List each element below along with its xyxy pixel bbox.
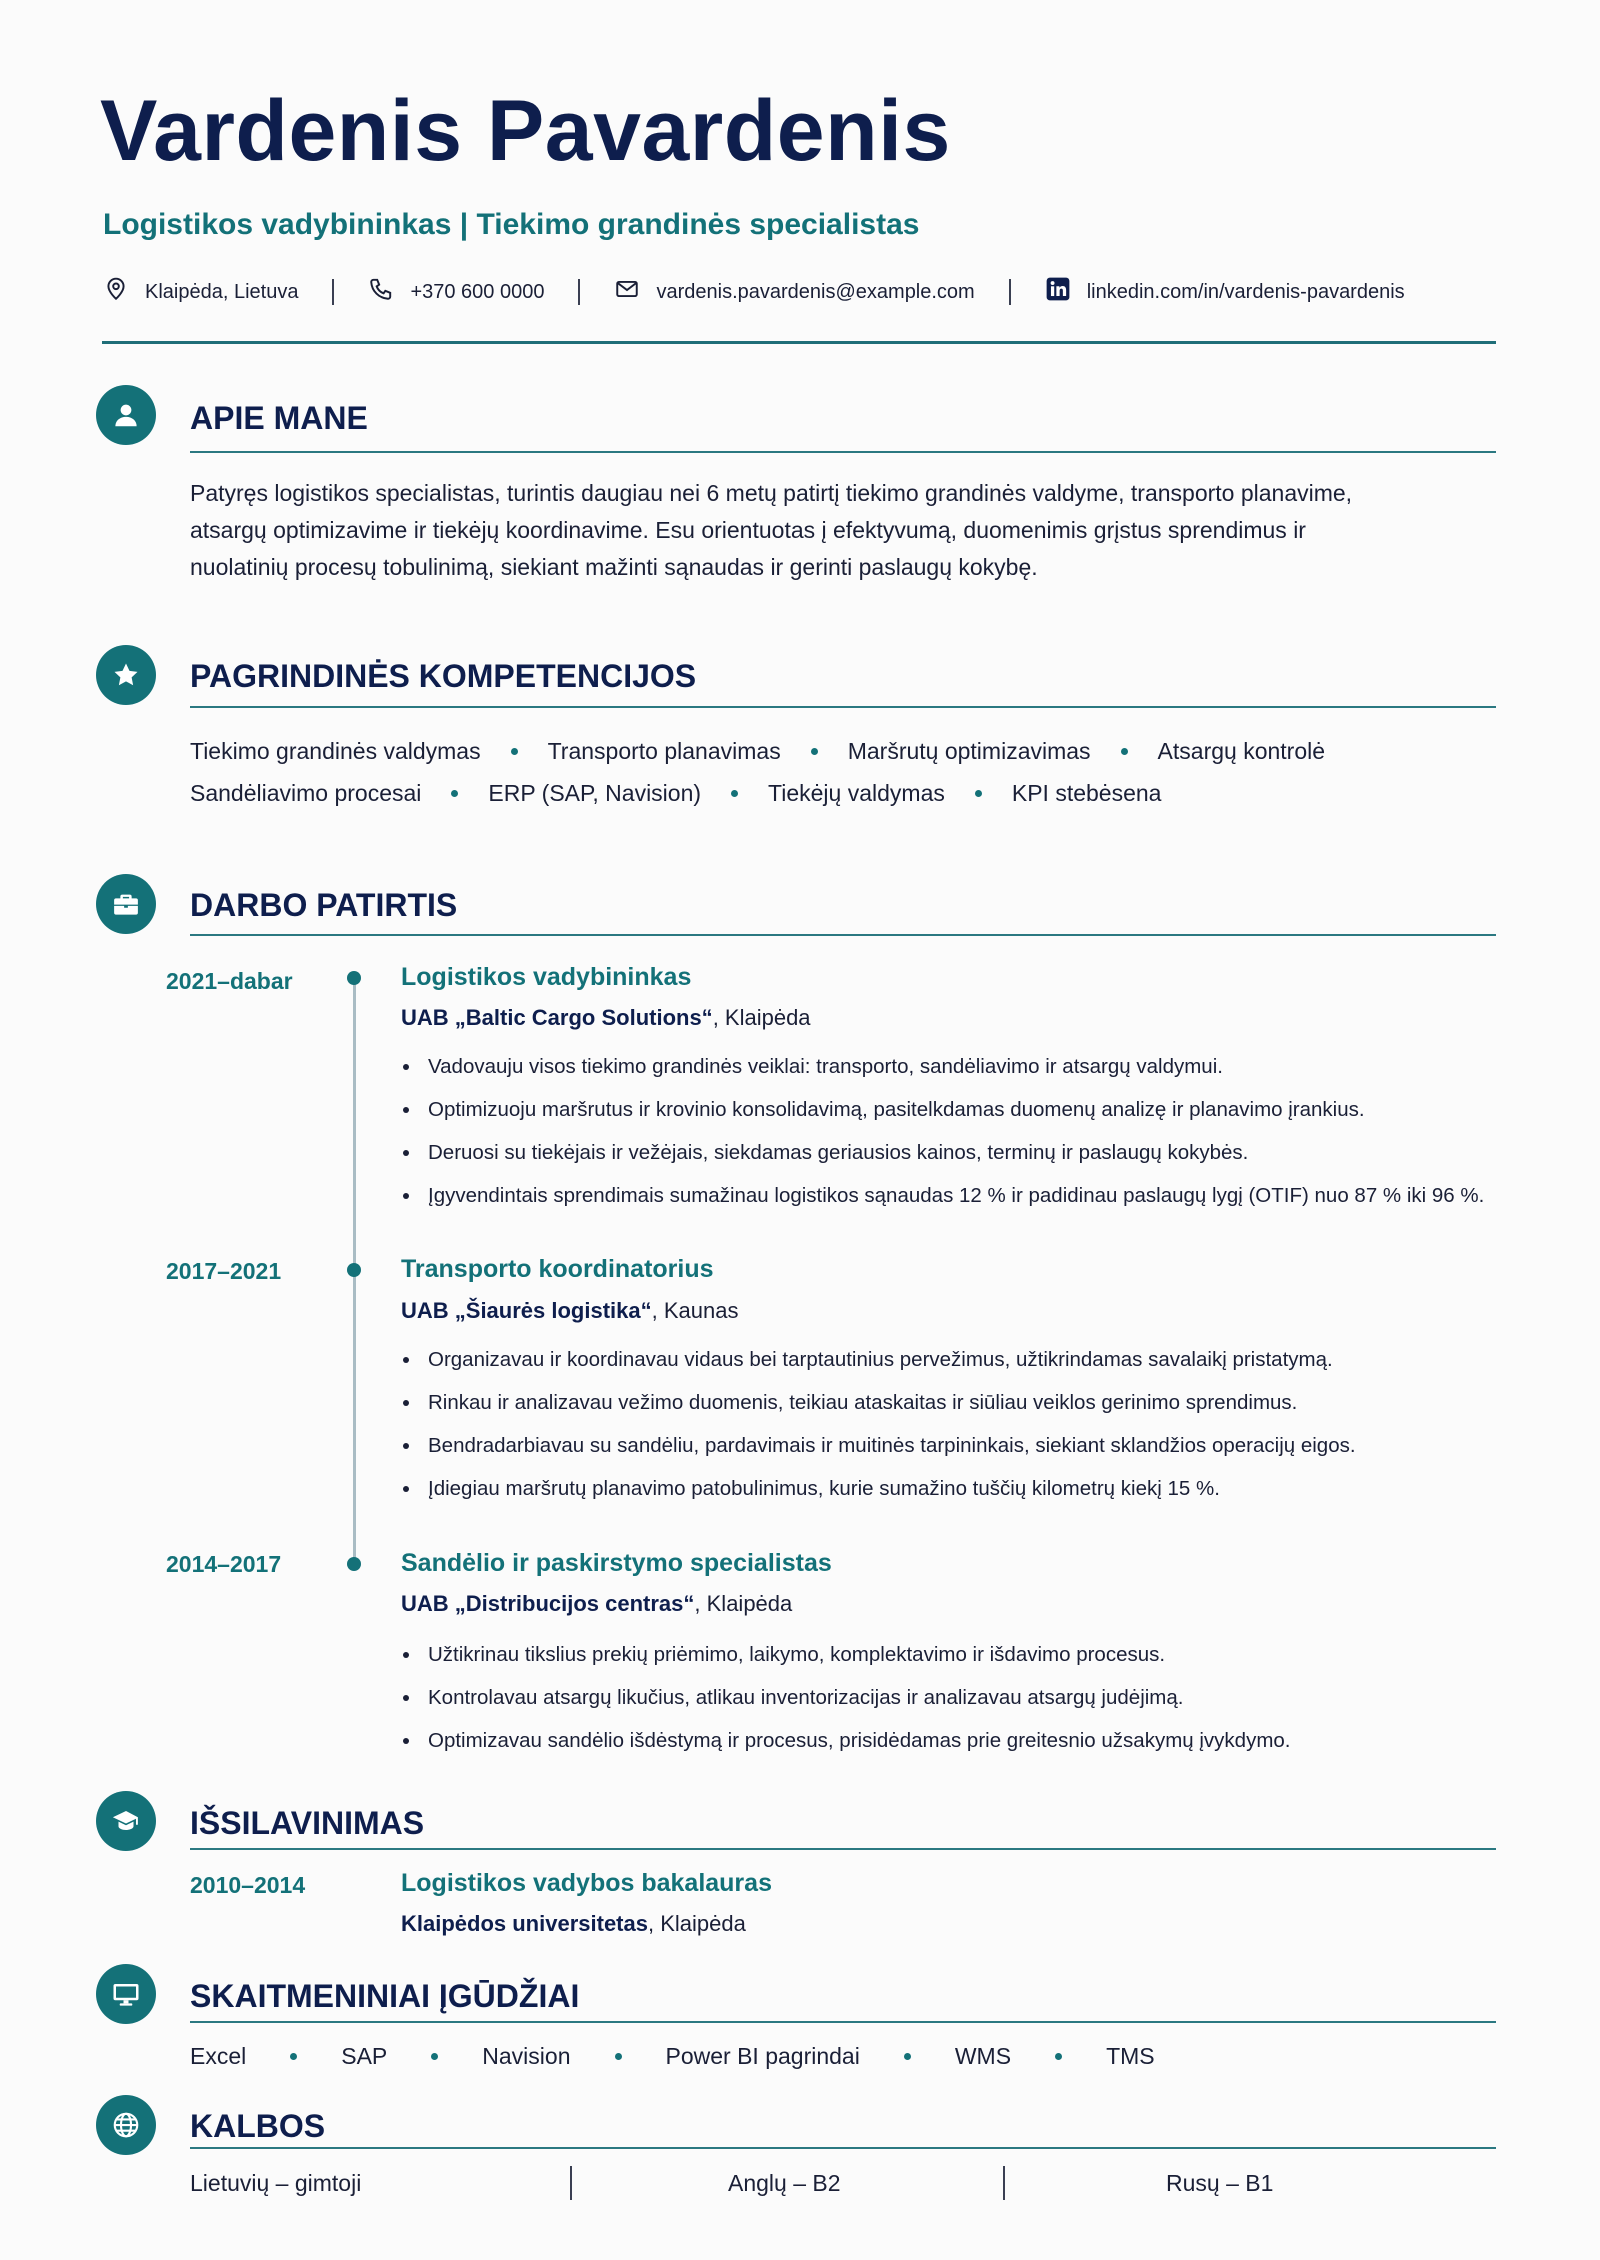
skill-item: Navision bbox=[482, 2043, 571, 2069]
competency-item: ERP (SAP, Navision) bbox=[488, 780, 702, 806]
job-company bbox=[401, 1007, 811, 1029]
candidate-subtitle: Logistikos vadybininkas | Tiekimo grandinės specialistas bbox=[103, 208, 920, 241]
separator-dot bbox=[290, 2053, 297, 2060]
separator-dot bbox=[1055, 2053, 1062, 2060]
job-company bbox=[401, 1300, 738, 1322]
location-text: Klaipėda, Lietuva bbox=[145, 280, 299, 303]
separator-dot bbox=[1121, 748, 1128, 755]
section-divider bbox=[190, 2147, 1496, 2149]
competency-item: Atsargų kontrolė bbox=[1157, 738, 1326, 764]
bullet-item: Optimizavau sandėlio išdėstymą ir procesus, prisidėdamas prie greitesnio užsakymų įvykdymo. bbox=[401, 1719, 1501, 1762]
linkedin-text[interactable]: linkedin.com/in/vardenis-pavardenis bbox=[1086, 280, 1405, 303]
separator-dot bbox=[975, 790, 982, 797]
competencies-row bbox=[190, 738, 1325, 765]
bullet-item: Bendradarbiavau su sandėliu, pardavimais ir muitinės tarpininkais, siekiant sklandžios operacijų eigos. bbox=[401, 1424, 1501, 1467]
section-divider bbox=[190, 451, 1496, 453]
language-divider bbox=[1003, 2166, 1005, 2200]
section-divider bbox=[190, 706, 1496, 708]
bullet-item: Įgyvendintais sprendimais sumažinau logistikos sąnaudas 12 % ir padidinau paslaugų lygį (OTIF) nuo 87 % iki 96 %. bbox=[401, 1174, 1501, 1217]
phone-text: +370 600 0000 bbox=[410, 280, 545, 303]
star-icon bbox=[96, 645, 156, 705]
section-divider bbox=[190, 934, 1496, 936]
competency-item: Tiekimo grandinės valdymas bbox=[190, 738, 481, 764]
section-title-competencies: PAGRINDINĖS KOMPETENCIJOS bbox=[190, 658, 697, 694]
section-divider bbox=[190, 2021, 1496, 2023]
job-bullets bbox=[401, 1338, 1501, 1510]
envelope-icon bbox=[614, 276, 640, 308]
company-name: UAB „Distribucijos centras“ bbox=[401, 1591, 695, 1616]
competency-item: Tiekėjų valdymas bbox=[768, 780, 945, 806]
contact-bar bbox=[103, 276, 1405, 308]
job-date: 2017–2021 bbox=[166, 1258, 282, 1284]
contact-phone bbox=[368, 276, 544, 308]
phone-icon bbox=[368, 276, 394, 308]
bullet-item: Organizavau ir koordinavau vidaus bei tarptautinius pervežimus, užtikrindamas savalaikį pristatymą. bbox=[401, 1338, 1501, 1381]
job-title: Sandėlio ir paskirstymo specialistas bbox=[401, 1549, 832, 1577]
about-line: Patyręs logistikos specialistas, turintis daugiau nei 6 metų patirtį tiekimo grandinės valdyme, transporto planavime, bbox=[190, 480, 1353, 506]
section-title-experience: DARBO PATIRTIS bbox=[190, 887, 458, 923]
bullet-item: Kontrolavau atsargų likučius, atlikau inventorizacijas ir analizavau atsargų judėjimą. bbox=[401, 1676, 1501, 1719]
job-bullets bbox=[401, 1045, 1501, 1217]
job-company bbox=[401, 1593, 792, 1615]
competency-item: KPI stebėsena bbox=[1011, 780, 1162, 806]
competency-item: Transporto planavimas bbox=[547, 738, 781, 764]
skill-item: TMS bbox=[1106, 2043, 1155, 2069]
separator-dot bbox=[731, 790, 738, 797]
language-divider bbox=[570, 2166, 572, 2200]
education-date: 2010–2014 bbox=[190, 1872, 306, 1898]
bullet-item: Optimizuoju maršrutus ir krovinio konsolidavimą, pasitelkdamas duomenų analizę ir planavimo įrankius. bbox=[401, 1088, 1501, 1131]
linkedin-icon bbox=[1045, 276, 1071, 308]
company-name: UAB „Šiaurės logistika“ bbox=[401, 1298, 652, 1323]
contact-linkedin[interactable] bbox=[1045, 276, 1405, 308]
separator-dot bbox=[451, 790, 458, 797]
skill-item: SAP bbox=[341, 2043, 388, 2069]
digital-skills-row bbox=[190, 2043, 1155, 2070]
job-bullets bbox=[401, 1633, 1501, 1762]
skill-item: Power BI pagrindai bbox=[665, 2043, 860, 2069]
candidate-name: Vardenis Pavardenis bbox=[100, 83, 951, 179]
company-city: , Klaipėda bbox=[712, 1005, 811, 1030]
graduation-cap-icon bbox=[96, 1791, 156, 1851]
section-title-languages: KALBOS bbox=[190, 2108, 326, 2144]
user-icon bbox=[96, 385, 156, 445]
bullet-item: Užtikrinau tikslius prekių priėmimo, laikymo, komplektavimo ir išdavimo procesus. bbox=[401, 1633, 1501, 1676]
about-line: atsargų optimizavime ir tiekėjų koordinavime. Esu orientuotas į efektyvumą, duomenimis grįstus sprendimus ir bbox=[190, 517, 1306, 543]
email-text[interactable]: vardenis.pavardenis@example.com bbox=[656, 280, 975, 303]
about-line: nuolatinių procesų tobulinimą, siekiant mažinti sąnaudas ir gerinti paslaugų kokybę. bbox=[190, 554, 1038, 580]
skill-item: Excel bbox=[190, 2043, 247, 2069]
section-divider bbox=[190, 1848, 1496, 1850]
separator-dot bbox=[904, 2053, 911, 2060]
job-title: Transporto koordinatorius bbox=[401, 1255, 714, 1283]
bullet-item: Rinkau ir analizavau vežimo duomenis, teikiau ataskaitas ir siūliau veiklos gerinimo sprendimus. bbox=[401, 1381, 1501, 1424]
language-item: Rusų – B1 bbox=[1166, 2170, 1274, 2196]
section-title-digital-skills: SKAITMENINIAI ĮGŪDŽIAI bbox=[190, 1978, 580, 2014]
separator-dot bbox=[615, 2053, 622, 2060]
competency-item: Sandėliavimo procesai bbox=[190, 780, 422, 806]
timeline-dot bbox=[347, 1263, 361, 1277]
competencies-row bbox=[190, 780, 1161, 807]
section-title-about: APIE MANE bbox=[190, 400, 368, 436]
separator-dot bbox=[811, 748, 818, 755]
job-date: 2014–2017 bbox=[166, 1551, 282, 1577]
company-city: , Klaipėda bbox=[694, 1591, 793, 1616]
job-date: 2021–dabar bbox=[166, 968, 293, 994]
bullet-item: Įdiegiau maršrutų planavimo patobulinimus, kurie sumažino tuščių kilometrų kiekį 15 %. bbox=[401, 1467, 1501, 1510]
contact-email[interactable] bbox=[614, 276, 974, 308]
school-name: Klaipėdos universitetas bbox=[401, 1911, 648, 1936]
separator-dot bbox=[431, 2053, 438, 2060]
education-school bbox=[401, 1913, 746, 1935]
bullet-item: Deruosi su tiekėjais ir vežėjais, siekdamas geriausios kainos, terminų ir paslaugų kokybės. bbox=[401, 1131, 1501, 1174]
school-city: , Klaipėda bbox=[647, 1911, 746, 1936]
briefcase-icon bbox=[96, 874, 156, 934]
competency-item: Maršrutų optimizavimas bbox=[847, 738, 1091, 764]
language-item: Anglų – B2 bbox=[728, 2170, 841, 2196]
company-name: UAB „Baltic Cargo Solutions“ bbox=[401, 1005, 713, 1030]
location-pin-icon bbox=[103, 276, 129, 308]
contact-divider bbox=[578, 279, 580, 305]
header-divider bbox=[102, 341, 1496, 344]
timeline-dot bbox=[347, 1557, 361, 1571]
timeline-dot bbox=[347, 971, 361, 985]
language-item: Lietuvių – gimtoji bbox=[190, 2170, 362, 2196]
separator-dot bbox=[511, 748, 518, 755]
contact-divider bbox=[332, 279, 334, 305]
globe-icon bbox=[96, 2095, 156, 2155]
monitor-icon bbox=[96, 1964, 156, 2024]
bullet-item: Vadovauju visos tiekimo grandinės veiklai: transporto, sandėliavimo ir atsargų valdymui. bbox=[401, 1045, 1501, 1088]
languages-row bbox=[190, 2166, 1496, 2202]
about-paragraph bbox=[190, 475, 1490, 586]
skill-item: WMS bbox=[954, 2043, 1012, 2069]
contact-location bbox=[103, 276, 298, 308]
section-title-education: IŠSILAVINIMAS bbox=[190, 1805, 425, 1841]
job-title: Logistikos vadybininkas bbox=[401, 963, 692, 991]
education-degree: Logistikos vadybos bakalauras bbox=[401, 1869, 772, 1897]
company-city: , Kaunas bbox=[651, 1298, 739, 1323]
contact-divider bbox=[1009, 279, 1011, 305]
